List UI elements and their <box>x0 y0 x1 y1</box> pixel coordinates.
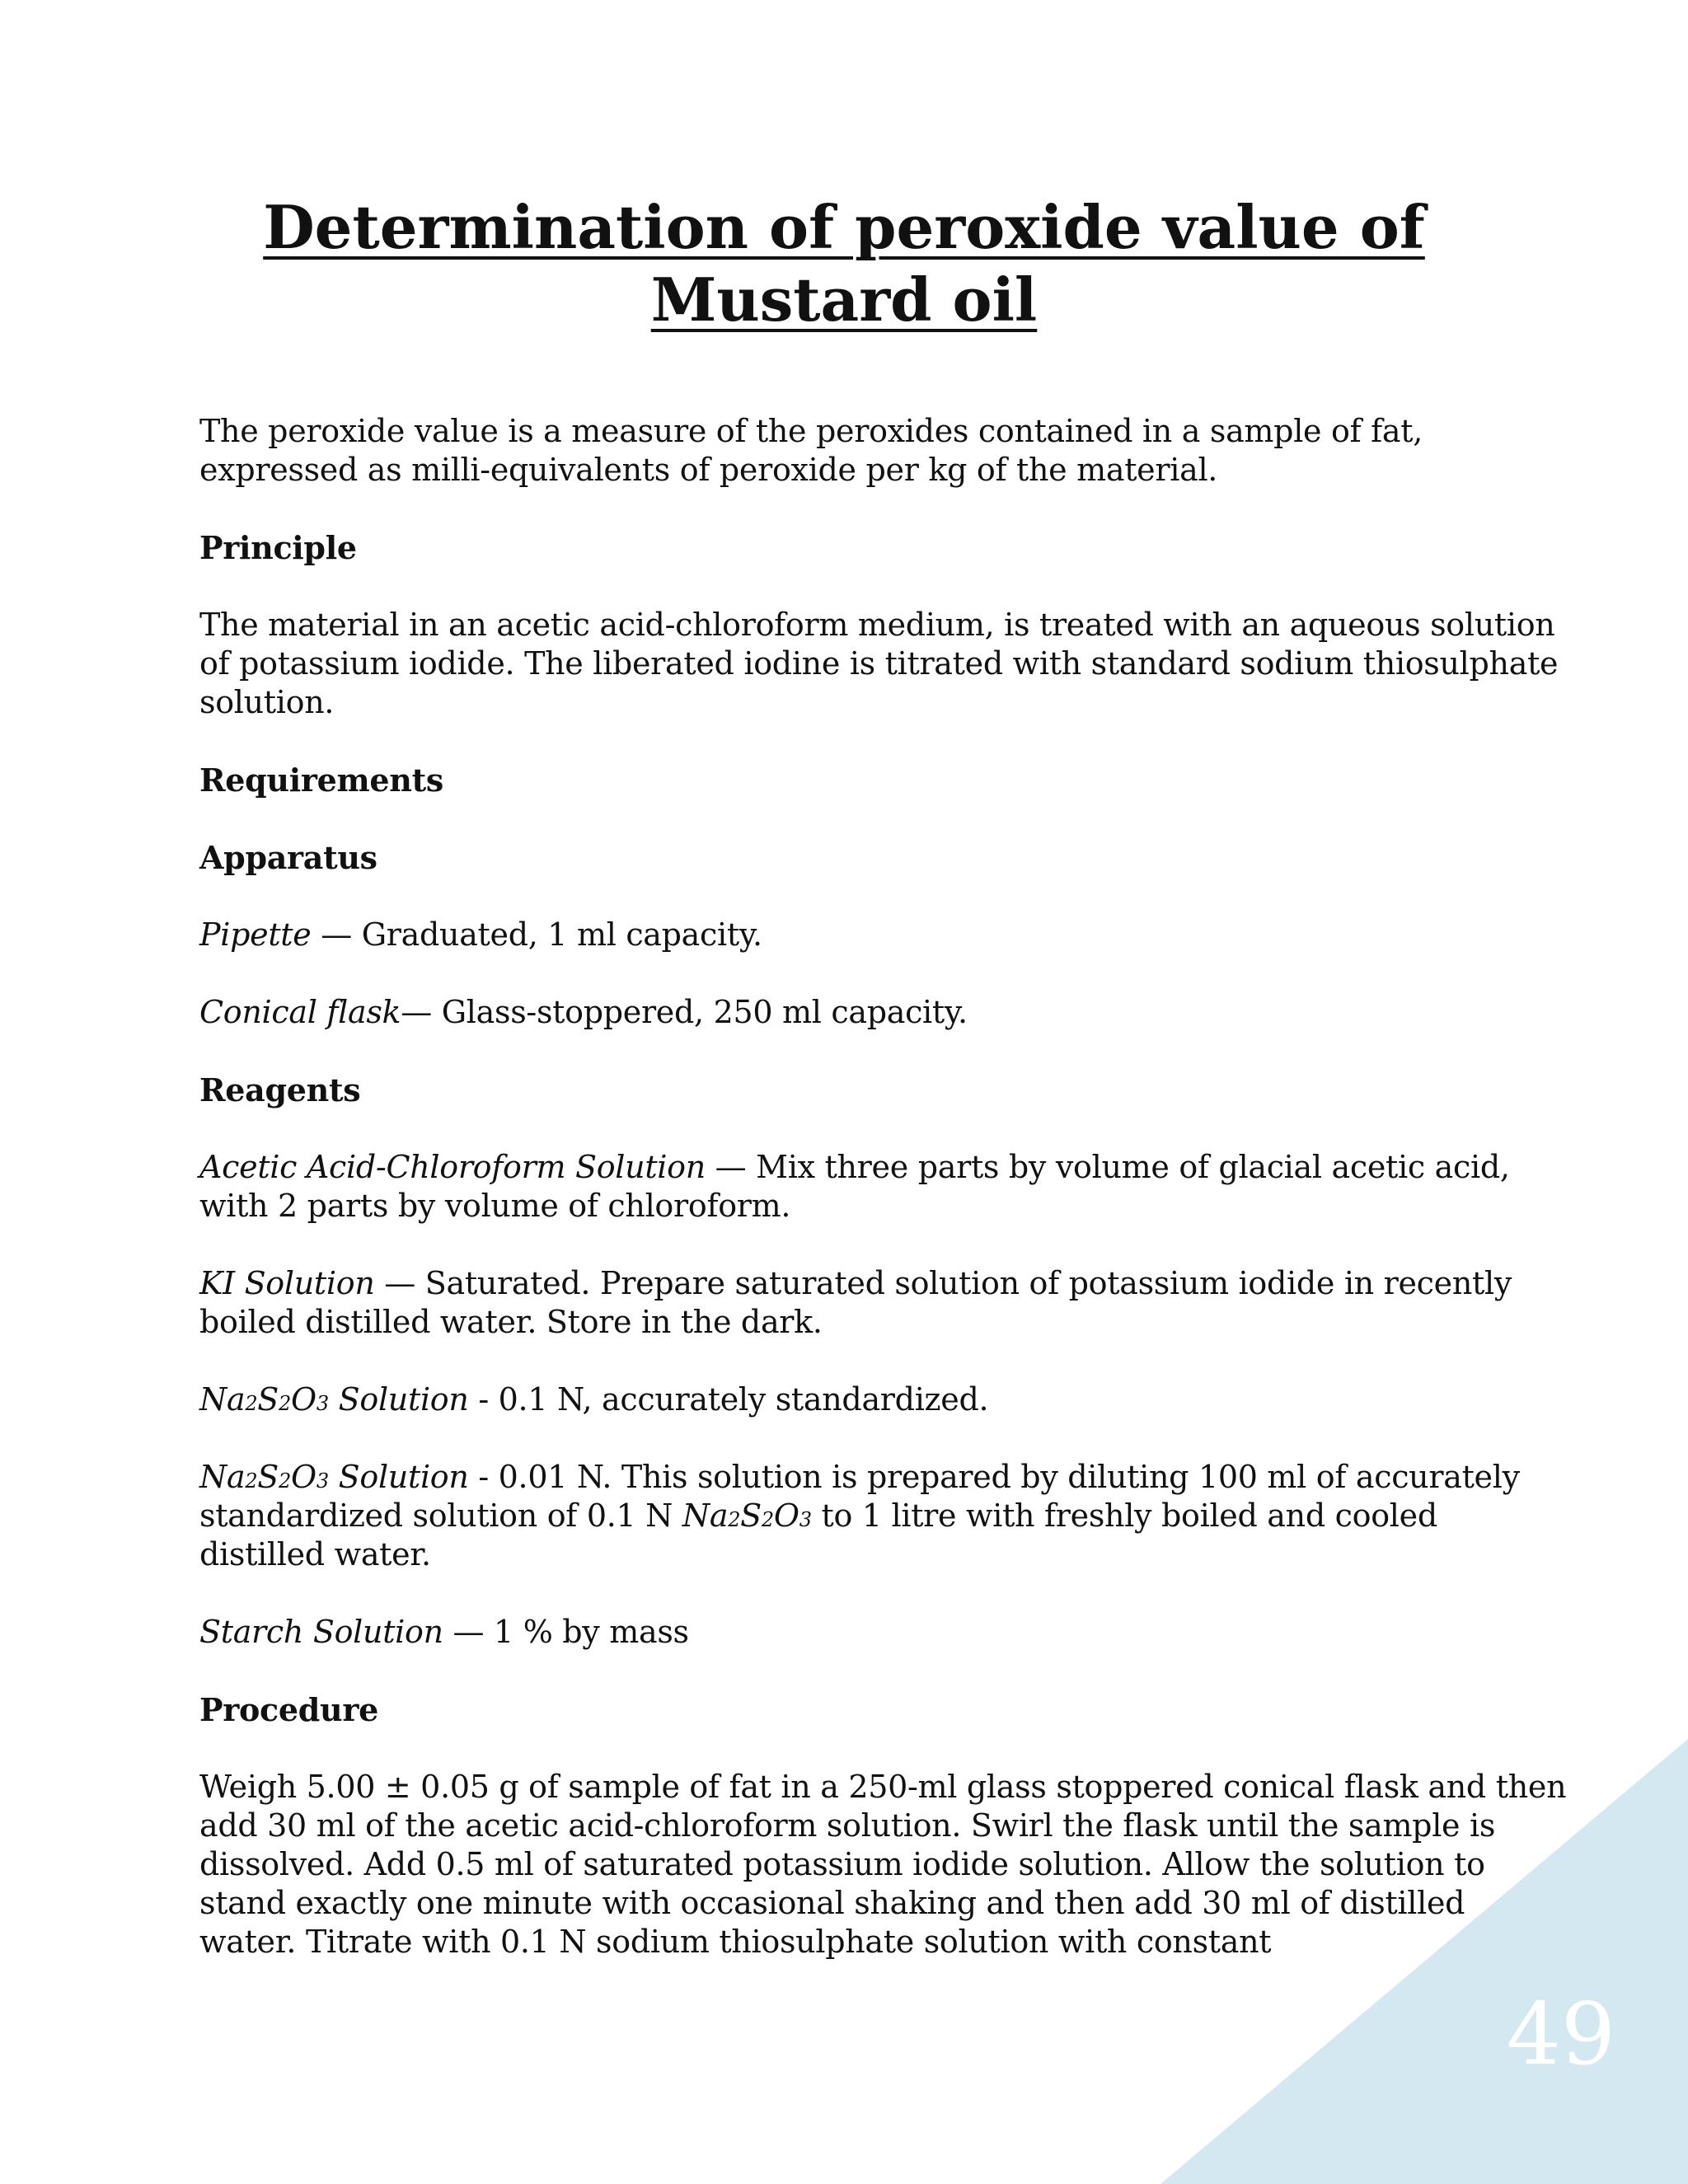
reagent-thiosulphate-0-1n <box>199 1380 1568 1419</box>
apparatus-heading: Apparatus <box>199 839 377 876</box>
reagent-formula-inline: Na2S2O3 <box>682 1497 812 1534</box>
apparatus-desc: — Glass-stoppered, 250 ml capacity. <box>401 994 968 1030</box>
reagent-ki <box>199 1264 1568 1342</box>
reagent-thiosulphate-0-01n <box>199 1458 1568 1574</box>
procedure-heading: Procedure <box>199 1691 378 1728</box>
procedure-paragraph: Weigh 5.00 ± 0.05 g of sample of fat in a 250-ml glass stoppered conical flask and then add 30 ml of the acetic acid-chloroform solution. Swirl the flask until the sample is dissolved. Add 0.5 ml of saturated potassium iodide solution. Allow the solution to stand exactly one minute with occasional shaking and then add 30 ml of distilled water. Titrate with 0.1 N sodium thiosulphate solution with constant <box>199 1769 1567 1960</box>
reagent-desc: - 0.01 N. This solution is prepared by diluting 100 ml of accurately standardized solution of 0.1 N <box>199 1459 1520 1534</box>
reagent-formula: Na2S2O3 Solution <box>199 1381 469 1418</box>
reagents-heading: Reagents <box>199 1071 361 1108</box>
page-number: 49 <box>1506 1984 1615 2084</box>
reagent-name: Acetic Acid-Chloroform Solution <box>199 1149 706 1185</box>
intro-paragraph: The peroxide value is a measure of the peroxides contained in a sample of fat, expressed as milli-equivalents of peroxide per kg of the material. <box>199 413 1423 488</box>
reagent-formula: Na2S2O3 Solution <box>199 1459 469 1495</box>
principle-paragraph: The material in an acetic acid-chloroform medium, is treated with an aqueous solution of potassium iodide. The liberated iodine is titrated with standard sodium thiosulphate solution. <box>199 607 1559 720</box>
page-title <box>165 191 1523 336</box>
reagent-desc: — Saturated. Prepare saturated solution of potassium iodide in recently boiled distilled water. Store in the dark. <box>199 1265 1512 1340</box>
principle-heading: Principle <box>199 529 357 566</box>
reagent-name: KI Solution <box>199 1265 375 1301</box>
reagent-desc: - 0.1 N, accurately standardized. <box>468 1381 989 1418</box>
reagent-desc-cont: to 1 litre with freshly boiled and cooled distilled water. <box>199 1497 1437 1572</box>
apparatus-item-pipette <box>199 916 1568 954</box>
title-line-1: Determination of peroxide value of <box>263 192 1425 262</box>
reagent-desc: — Mix three parts by volume of glacial acetic acid, with 2 parts by volume of chloroform. <box>199 1149 1510 1224</box>
requirements-heading: Requirements <box>199 762 443 799</box>
apparatus-desc: — Graduated, 1 ml capacity. <box>311 916 762 953</box>
reagent-acetic-chloroform <box>199 1148 1568 1226</box>
apparatus-name: Pipette <box>199 916 312 953</box>
reagent-desc: — 1 % by mass <box>443 1614 689 1650</box>
reagent-name: Starch Solution <box>199 1614 443 1650</box>
title-line-2: Mustard oil <box>650 265 1038 335</box>
corner-triangle-decoration <box>1160 1739 1688 2184</box>
apparatus-item-flask <box>199 993 1568 1032</box>
apparatus-name: Conical flask <box>199 994 401 1030</box>
reagent-starch <box>199 1613 1568 1652</box>
